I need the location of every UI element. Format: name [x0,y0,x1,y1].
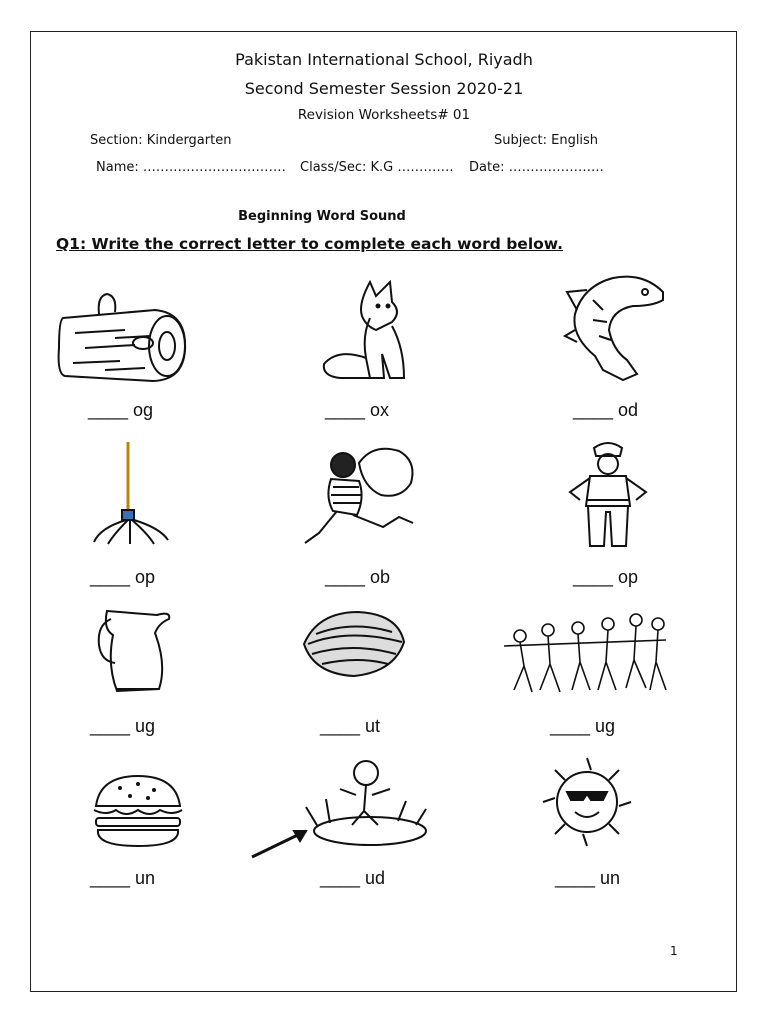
policeman-icon [560,438,655,550]
worksheet-title: Revision Worksheets# 01 [297,107,471,123]
mop-icon [90,440,172,548]
page-number: 1 [670,944,678,958]
class-sec-field: Class/Sec: K.G …………. [300,160,454,175]
word-blank: ____ ud [320,868,386,888]
word-blank: ____ ob [325,567,391,587]
word-blank: ____ ox [325,400,390,420]
word-blank: ____ ug [90,716,156,736]
date-field: Date: …………………. [469,160,604,175]
section-label: Section: Kindergarten [90,133,232,148]
jug-icon [93,605,173,697]
word-blank: ____ op [90,567,156,587]
session-title: Second Semester Session 2020-21 [244,79,524,98]
word-blank: ____ og [88,400,154,420]
word-blank: ____ ug [550,716,616,736]
mud-splash-icon [248,755,433,860]
school-name: Pakistan International School, Riyadh [235,50,533,69]
word-blank: ____ un [555,868,621,888]
log-icon [55,288,190,383]
robber-icon [303,443,421,548]
word-blank: ____ od [573,400,639,420]
subject-label: Subject: English [494,133,599,148]
section-heading: Beginning Word Sound [238,209,406,224]
fox-icon [318,278,418,383]
word-blank: ____ op [573,567,639,587]
burger-icon [90,772,186,850]
word-blank: ____ ut [320,716,381,736]
nut-icon [298,608,408,680]
tug-of-war-icon [500,606,670,700]
sun-icon [537,754,637,850]
question-text: Q1: Write the correct letter to complete each word below. [56,235,563,253]
name-field: Name: …………………………… [96,160,286,175]
fish-icon [563,270,668,385]
word-blank: ____ un [90,868,156,888]
